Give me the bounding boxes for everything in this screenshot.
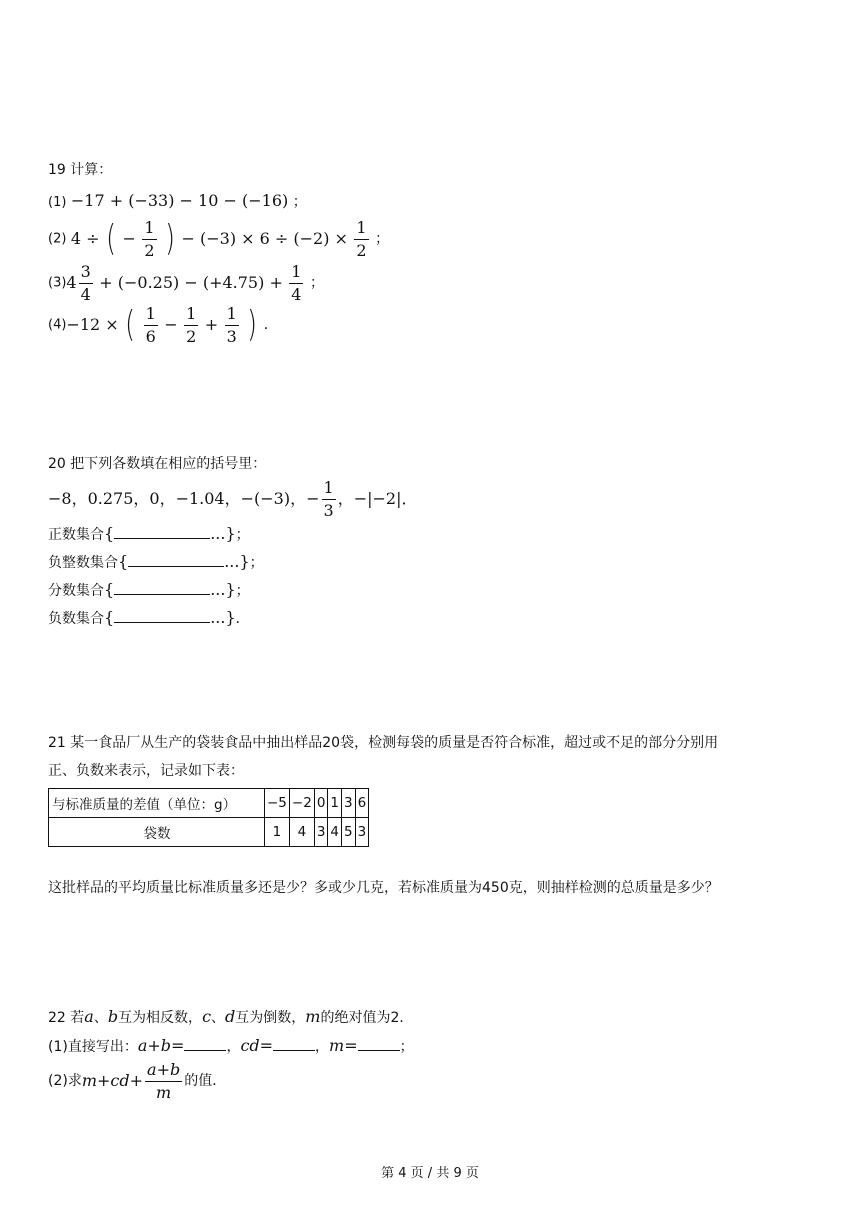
text: 、: [211, 1010, 226, 1026]
table-cell: 1: [265, 818, 290, 847]
q19-part3: [48, 263, 324, 303]
q19-p4-frac2: [184, 305, 198, 345]
var-d: d: [225, 1007, 236, 1026]
text: 的值．: [184, 1073, 227, 1090]
q19-p4-label: (4): [48, 317, 67, 333]
text: ；: [399, 1039, 414, 1055]
ellipsis-close: ...}: [210, 580, 236, 599]
ellipsis-close: ...}: [224, 552, 250, 571]
q19-part4: [48, 305, 278, 345]
q22-title: [48, 1009, 413, 1025]
answer-blank[interactable]: [114, 581, 210, 595]
q20-nums-b: ，−|−2|．: [337, 489, 418, 509]
q22-part1: [48, 1037, 414, 1054]
q19-p3-label: (3): [48, 275, 67, 291]
frac-den: 4: [80, 284, 91, 304]
q19-p3-frac2: [289, 263, 303, 303]
q19-p1-label: (1): [48, 195, 67, 210]
q19-part2: [48, 219, 389, 259]
answer-blank[interactable]: [114, 609, 210, 623]
frac-num: 1: [289, 263, 303, 284]
q19-p2-frac1: [142, 219, 156, 259]
frac-den: 4: [291, 284, 302, 304]
q19-p3-whole: 4: [66, 273, 77, 293]
var-b: b: [107, 1007, 119, 1026]
q19-p3-frac1: [79, 263, 93, 303]
q20-set-fraction: [48, 581, 250, 598]
q22-m: m=: [329, 1036, 358, 1055]
ellipsis-close: ...}: [210, 524, 236, 543]
q19-part1: [48, 193, 307, 209]
answer-blank[interactable]: [114, 525, 210, 539]
table-cell: 6: [355, 789, 369, 818]
table-row: [49, 789, 369, 818]
q22-sum: a+b=: [137, 1036, 185, 1055]
q20-set-positive: [48, 525, 250, 542]
left-paren: (: [106, 218, 116, 260]
table-cell: −2: [289, 789, 314, 818]
q22-expr: m+cd+: [81, 1071, 144, 1091]
brace-open: {: [104, 580, 115, 599]
q22-p1-label: (1)直接写出：: [48, 1039, 138, 1055]
q19-p3-b: + (−0.25) − (+4.75) +: [99, 273, 283, 293]
table-cell: 3: [342, 789, 356, 818]
brace-open: {: [104, 608, 115, 627]
frac-num: 1: [225, 305, 239, 326]
q20-set-negative: [48, 609, 250, 626]
q22-frac: [145, 1061, 182, 1101]
frac-num: 1: [144, 305, 158, 326]
q19-p2-minus: −: [122, 229, 136, 249]
var-m: m: [305, 1007, 321, 1026]
q19-p4-end: ．: [263, 317, 278, 334]
frac-num: a+b: [145, 1061, 182, 1082]
q19-p4-frac3: [225, 305, 239, 345]
q20-numbers: [48, 479, 417, 519]
q19-p2-label: (2): [48, 231, 67, 247]
table-cell: 0: [314, 789, 328, 818]
answer-blank[interactable]: [128, 553, 224, 567]
q21-question: 这批样品的平均质量比标准质量多还是少？多或少几克，若标准质量为450克，则抽样检测的总质量是多少？: [48, 880, 719, 896]
left-paren: (: [125, 304, 136, 346]
table-cell: 1: [328, 789, 342, 818]
table-header-cell: 与标准质量的差值（单位：g）: [49, 789, 265, 818]
set-label: 负整数集合: [48, 555, 118, 571]
end-mark: ；: [235, 583, 250, 599]
q21-line2: 正、负数来表示，记录如下表：: [48, 763, 244, 779]
frac-num: 1: [354, 219, 368, 240]
answer-blank[interactable]: [184, 1037, 226, 1051]
frac-den: 2: [356, 240, 367, 260]
frac-num: 1: [322, 479, 336, 500]
q19-title: 19 计算：: [48, 162, 113, 178]
frac-num: 1: [184, 305, 198, 326]
q19-p4-op2: +: [204, 315, 219, 335]
page-footer: 第 4 页 / 共 9 页: [381, 1166, 479, 1181]
frac-den: 2: [144, 240, 155, 260]
q20-set-negative-int: [48, 553, 264, 570]
q19-p2-frac2: [354, 219, 368, 259]
right-paren: ): [247, 304, 258, 346]
q19-p4-op1: −: [164, 315, 178, 335]
frac-den: m: [156, 1082, 172, 1102]
answer-blank[interactable]: [358, 1037, 400, 1051]
table-cell: 3: [314, 818, 328, 847]
table-cell: 4: [289, 818, 314, 847]
q19-p4-frac1: [144, 305, 158, 345]
table-cell: 5: [342, 818, 356, 847]
frac-den: 2: [186, 326, 197, 346]
q19-p4-a: −12 ×: [66, 315, 119, 335]
q21-table: [48, 788, 369, 847]
q20-nums-a: −8，0.275，0，−1.04，−(−3)，−: [48, 489, 320, 509]
q22-p2-label: (2)求: [48, 1073, 82, 1090]
table-cell: −5: [265, 789, 290, 818]
q19-p2-end: ；: [375, 231, 390, 248]
end-mark: ；: [235, 527, 250, 543]
text: ，: [226, 1039, 241, 1055]
set-label: 正数集合: [48, 527, 104, 543]
q22-cd: cd=: [240, 1036, 274, 1055]
text: 、: [93, 1010, 108, 1026]
text: 的绝对值为2．: [320, 1010, 414, 1026]
q22-part2: [48, 1061, 226, 1101]
brace-open: {: [118, 552, 129, 571]
text: 互为倒数，: [235, 1010, 306, 1026]
text: ，: [315, 1039, 330, 1055]
table-row: [49, 818, 369, 847]
q19-p2-b: − (−3) × 6 ÷ (−2) ×: [181, 229, 348, 249]
frac-den: 3: [226, 326, 237, 346]
frac-num: 3: [79, 263, 93, 284]
frac-num: 1: [142, 219, 156, 240]
table-cell: 3: [355, 818, 369, 847]
frac-den: 3: [323, 500, 334, 520]
var-a: a: [84, 1007, 94, 1026]
q19-p1-end: ；: [292, 194, 307, 210]
text: 22 若: [48, 1010, 85, 1026]
q19-p3-end: ；: [309, 275, 324, 292]
set-label: 分数集合: [48, 583, 104, 599]
end-mark: ；: [249, 555, 264, 571]
set-label: 负数集合: [48, 611, 104, 627]
table-cell: 4: [328, 818, 342, 847]
q21-line1: 21 某一食品厂从生产的袋装食品中抽出样品20袋，检测每袋的质量是否符合标准，超过或不足的部分分别用: [48, 735, 719, 751]
text: 互为相反数，: [118, 1010, 203, 1026]
q19-p2-a: 4 ÷: [70, 229, 100, 249]
var-c: c: [202, 1007, 212, 1026]
brace-open: {: [104, 524, 115, 543]
answer-blank[interactable]: [273, 1037, 315, 1051]
table-header-cell: 袋数: [49, 818, 265, 847]
q20-title: 20 把下列各数填在相应的括号里：: [48, 456, 267, 472]
right-paren: ): [165, 218, 175, 260]
end-mark: ．: [235, 611, 250, 627]
q19-p1-expr: −17 + (−33) − 10 − (−16): [70, 191, 289, 210]
ellipsis-close: ...}: [210, 608, 236, 627]
frac-den: 6: [145, 326, 156, 346]
q20-frac: [322, 479, 336, 519]
